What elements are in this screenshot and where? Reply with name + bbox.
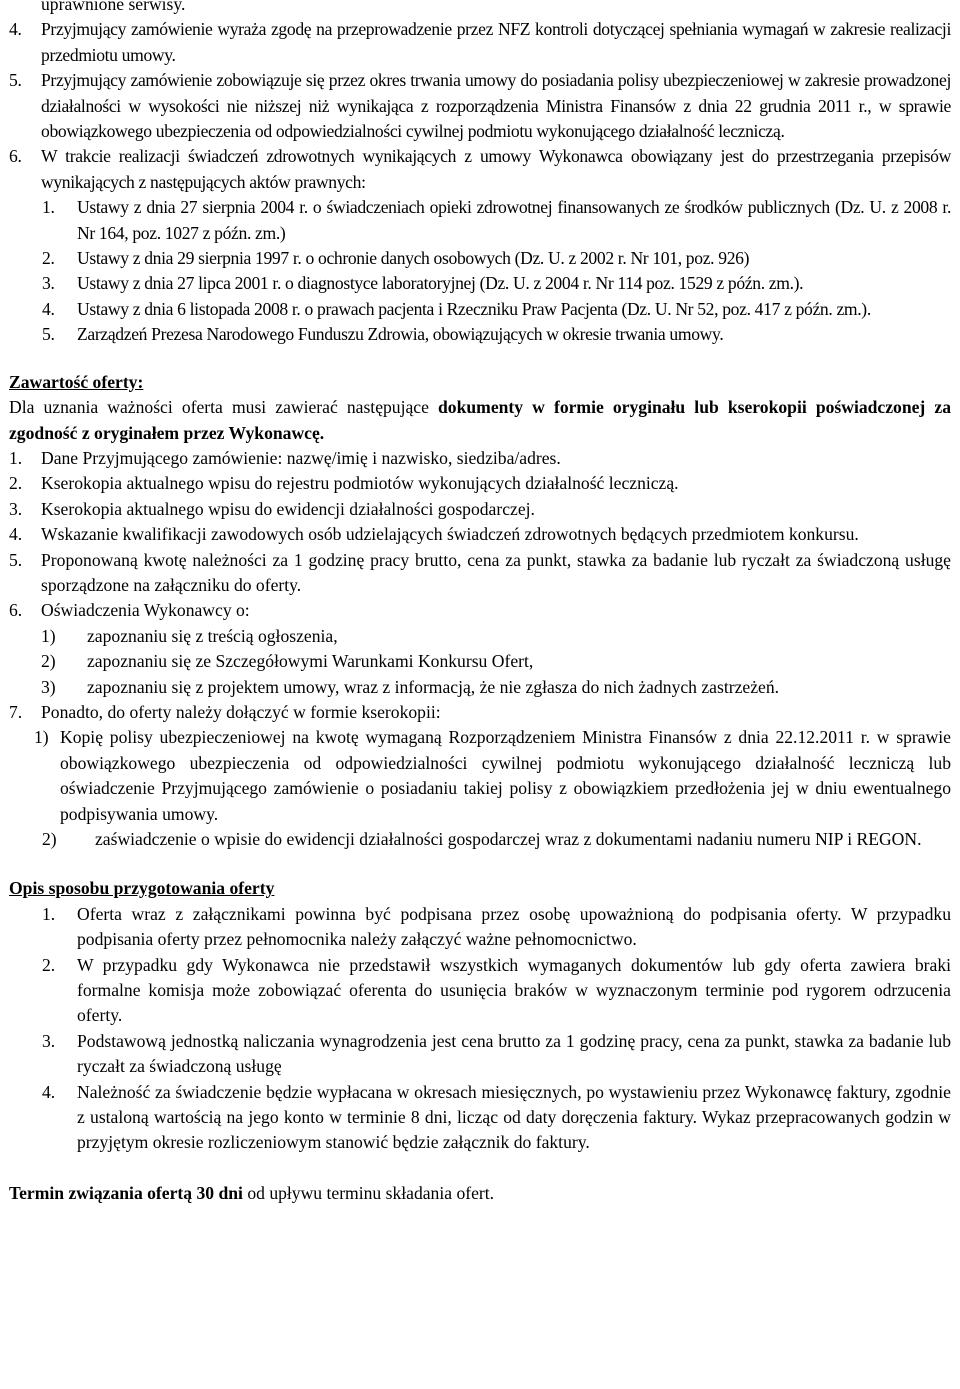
offer-intro <box>9 395 951 446</box>
item-number: 7. <box>9 701 23 722</box>
list-item <box>9 17 951 68</box>
item-text: Należność za świadczenie będzie wypłacana w okresach miesięcznych, po wystawieniu przez Wykonawcę faktury, zgodnie z ustaloną wartością na jego konto w terminie 8 dni, licząc od daty doręczenia faktury. Wykaz przepracowanych godzin w przyjętym okresie rozliczeniowym stanowić będzie załącznik do faktury. <box>77 1081 951 1153</box>
legal-act-item <box>9 322 951 347</box>
item-number: 1. <box>42 903 56 924</box>
subitem-text: Kopię polisy ubezpieczeniowej na kwotę wymaganą Rozporządzeniem Ministra Finansów z dnia 22.12.2011 r. w sprawie obowiązkowego ubezpieczenia od odpowiedzialności cywilnej podmiotu wykonującego działalność leczniczą lub oświadczenie Przyjmującego zamówienie o posiadaniu takiej polisy z obowiązkiem przedłożenia jej w dniu ewentualnego podpisywania umowy. <box>60 727 951 824</box>
item-number: 4. <box>9 19 22 40</box>
offer-contents-heading: Zawartość oferty: <box>9 371 144 392</box>
subitem-text: zapoznaniu się z treścią ogłoszenia, <box>87 625 338 646</box>
item-number: 1. <box>9 447 23 468</box>
item-number: 6. <box>9 146 22 167</box>
item-text: Przyjmujący zamówienie zobowiązuje się przez okres trwania umowy do posiadania polisy ubezpieczeniowej w zakresie prowadzonej działalności w wysokości nie niższej niż wynikająca z rozporządzenia Ministra Finansów z dnia 22 grudnia 2011 r., w sprawie obowiązkowego ubezpieczenia od odpowiedzialności cywilnej podmiotu wykonującego działalność leczniczą. <box>41 70 951 142</box>
offer-intro-bold: dokumenty w formie oryginału lub kserokopii poświadczonej za zgodność z oryginałem przez Wykonawcę. <box>9 397 951 443</box>
item-number: 1. <box>42 197 55 218</box>
offer-item <box>9 598 951 623</box>
item-text: W przypadku gdy Wykonawca nie przedstawił wszystkich wymaganych dokumentów lub gdy oferta zawiera braki formalne komisja może zobowiązać oferenta do usunięcia braków w wyznaczonym terminie pod rygorem odrzucenia oferty. <box>77 954 951 1026</box>
item-text: Dane Przyjmującego zamówienie: nazwę/imię i nazwisko, siedziba/adres. <box>41 447 561 468</box>
item-text: Kserokopia aktualnego wpisu do ewidencji działalności gospodarczej. <box>41 498 535 519</box>
item-text: Ustawy z dnia 6 listopada 2008 r. o prawach pacjenta i Rzeczniku Praw Pacjenta (Dz. U. Nr 52, poz. 417 z późn. zm.). <box>77 298 871 319</box>
item-text: Przyjmujący zamówienie wyraża zgodę na przeprowadzenie przez NFZ kontroli dotyczącej spełniania wymagań w zakresie realizacji przedmiotu umowy. <box>41 19 951 65</box>
item-number: 2. <box>42 248 55 269</box>
item-number: 3. <box>42 273 55 294</box>
preparation-item <box>9 902 951 953</box>
item-text: Ustawy z dnia 29 sierpnia 1997 r. o ochronie danych osobowych (Dz. U. z 2002 r. Nr 101, poz. 926) <box>77 248 750 269</box>
preparation-item <box>9 1029 951 1080</box>
offer-item <box>9 700 951 725</box>
item-text: Proponowaną kwotę należności za 1 godzinę pracy brutto, cena za punkt, stawka za badanie lub ryczałt za świadczoną usługę sporządzone na załączniku do oferty. <box>41 549 951 595</box>
legal-act-item <box>9 297 951 322</box>
subitem-text: zapoznaniu się ze Szczegółowymi Warunkami Konkursu Ofert, <box>87 651 534 672</box>
attachment-subitem <box>9 827 951 852</box>
subitem-number: 1) <box>41 625 56 646</box>
item-text: Podstawową jednostką naliczania wynagrodzenia jest cena brutto za 1 godzinę pracy, cena za punkt, stawka za badanie lub ryczałt za świadczoną usługę <box>77 1030 951 1077</box>
preparation-item <box>9 1080 951 1156</box>
item-number: 3. <box>9 498 23 519</box>
item-text: Wskazanie kwalifikacji zawodowych osób udzielających świadczeń zdrowotnych będących przedmiotem konkursu. <box>41 524 859 545</box>
offer-item <box>9 446 951 471</box>
item-number: 3. <box>42 1030 56 1051</box>
offer-intro-text: Dla uznania ważności oferta musi zawierać następujące <box>9 397 439 418</box>
item-text: Ustawy z dnia 27 sierpnia 2004 r. o świadczeniach opieki zdrowotnej finansowanych ze środków publicznych (Dz. U. z 2008 r. Nr 164, poz. 1027 z późn. zm.) <box>77 197 951 243</box>
offer-item <box>9 497 951 522</box>
item-text: Kserokopia aktualnego wpisu do rejestru podmiotów wykonujących działalność leczniczą. <box>41 473 679 494</box>
list-item <box>9 68 951 144</box>
list-item <box>9 144 951 195</box>
legal-act-item <box>9 271 951 296</box>
binding-period-bold: Termin związania ofertą 30 dni <box>9 1182 243 1203</box>
item-number: 4. <box>42 298 55 319</box>
legal-act-item <box>9 246 951 271</box>
subitem-number: 1) <box>34 727 49 748</box>
item-number: 4. <box>9 524 23 545</box>
binding-period-note <box>9 1181 951 1206</box>
offer-item <box>9 471 951 496</box>
continuation-line <box>9 0 951 17</box>
attachment-subitem <box>9 725 951 827</box>
item-text: Ponadto, do oferty należy dołączyć w formie kserokopii: <box>41 701 441 722</box>
item-text: Ustawy z dnia 27 lipca 2001 r. o diagnostyce laboratoryjnej (Dz. U. z 2004 r. Nr 114 poz. 1529 z późn. zm.). <box>77 273 804 294</box>
continuation-text: uprawnione serwisy. <box>41 0 186 14</box>
item-text: Zarządzeń Prezesa Narodowego Funduszu Zdrowia, obowiązujących w okresie trwania umowy. <box>77 324 724 345</box>
subitem-number: 2) <box>41 651 56 672</box>
binding-period-rest: od upływu terminu składania ofert. <box>242 1182 495 1203</box>
legal-act-item <box>9 195 951 246</box>
item-number: 5. <box>42 324 55 345</box>
item-number: 6. <box>9 600 23 621</box>
offer-item <box>9 548 951 599</box>
item-number: 2. <box>9 473 23 494</box>
item-number: 5. <box>9 549 23 570</box>
subitem-number: 2) <box>42 829 57 849</box>
item-number: 5. <box>9 70 22 91</box>
offer-item <box>9 522 951 547</box>
preparation-item <box>9 953 951 1029</box>
item-text: Oferta wraz z załącznikami powinna być podpisana przez osobę upoważnioną do podpisania oferty. W przypadku podpisania oferty przez pełnomocnika należy załączyć ważne pełnomocnictwo. <box>77 903 951 950</box>
subitem-text: zaświadczenie o wpisie do ewidencji działalności gospodarczej wraz z dokumentami nadaniu numeru NIP i REGON. <box>95 829 922 849</box>
declaration-subitem <box>9 649 951 674</box>
declaration-subitem <box>9 675 951 700</box>
declaration-subitem <box>9 624 951 649</box>
item-text: Oświadczenia Wykonawcy o: <box>41 600 250 621</box>
item-number: 2. <box>42 954 56 975</box>
subitem-number: 3) <box>41 676 56 697</box>
preparation-heading: Opis sposobu przygotowania oferty <box>9 878 275 899</box>
subitem-text: zapoznaniu się z projektem umowy, wraz z informacją, że nie zgłasza do nich żadnych zastrzeżeń. <box>87 676 780 697</box>
item-text: W trakcie realizacji świadczeń zdrowotnych wynikających z umowy Wykonawca obowiązany jest do przestrzegania przepisów wynikających z następujących aktów prawnych: <box>41 146 951 192</box>
item-number: 4. <box>42 1081 56 1102</box>
